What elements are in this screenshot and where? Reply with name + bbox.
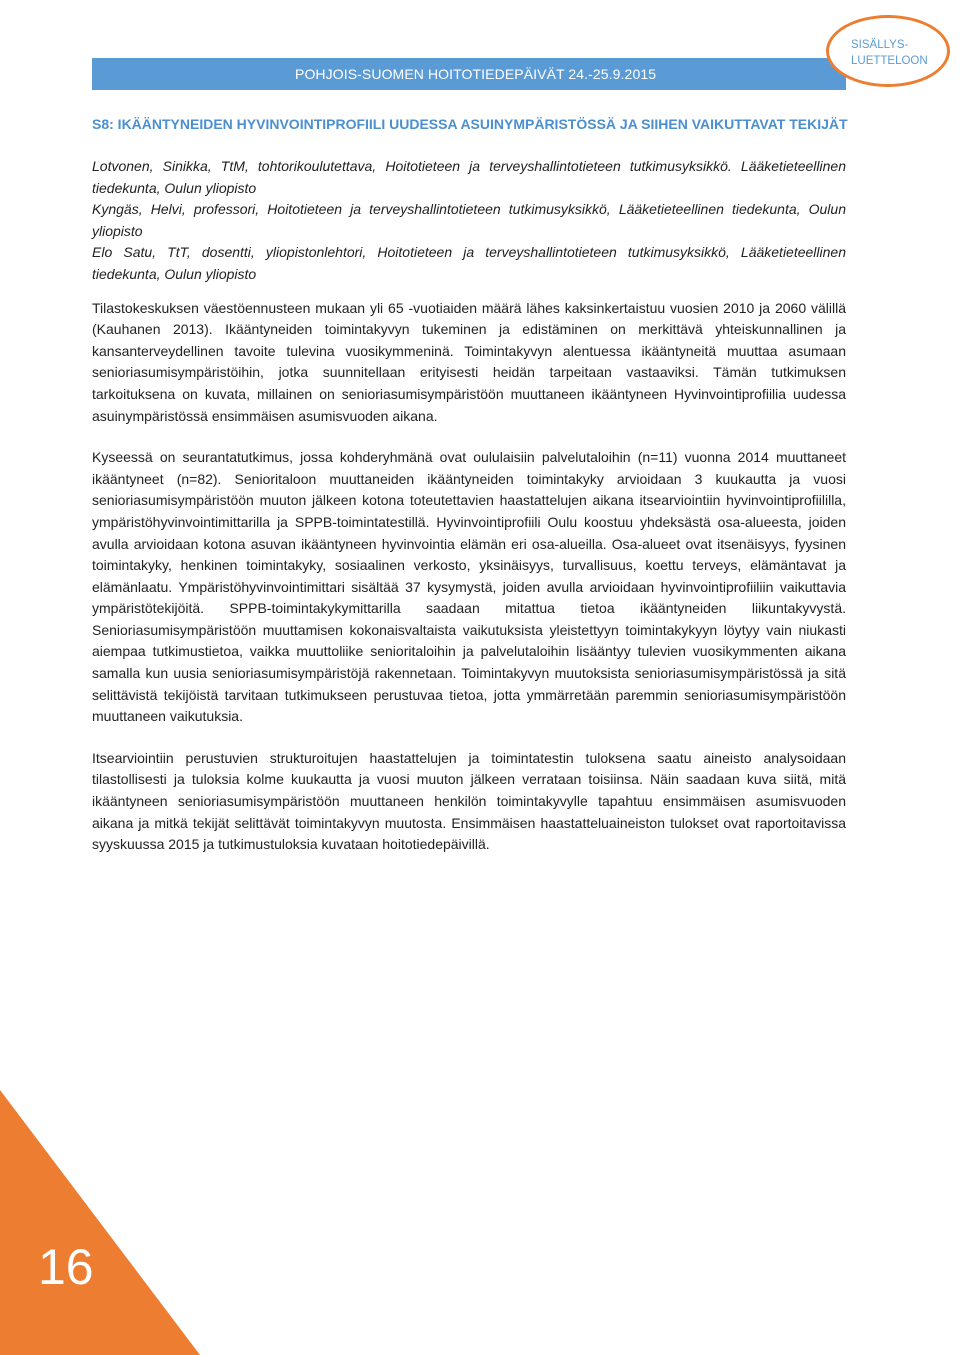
paragraph-analysis: Itsearviointiin perustuvien strukturoitujen haastattelujen ja toimintatestin tuloksena saatu aineisto analysoidaan tilastollisesti ja tuloksia kolme kuukautta ja vuosi muuton jälkeen verrataan toisiinsa. Näin saadaan kuva siitä, mitä ikääntyneen senioriasumisympäristöön muuttaneen henkilön toimintakyvylle tapahtuu ensimmäisen asumisvuoden aikana ja mitkä tekijät selittävät toimintakyvyn muutosta. Ensimmäisen haastatteluaineiston tulokset ovat raportoitavissa syyskuussa 2015 ja tutkimustuloksia kuvataan hoitotiedepäivillä. (92, 749, 846, 853)
main-content (92, 156, 846, 856)
section-title: S8: IKÄÄNTYNEIDEN HYVINVOINTIPROFIILI UUDESSA ASUINYMPÄRISTÖSSÄ JA SIIHEN VAIKUTTAVAT TEKIJÄT (92, 116, 848, 132)
corner-triangle-decoration (0, 1090, 200, 1355)
author-line-3: Elo Satu, TtT, dosentti, yliopistonlehtori, Hoitotieteen ja terveyshallintotieteen tutkimusyksikkö, Lääketieteellinen tiedekunta, Oulun yliopisto (92, 244, 846, 282)
toc-link-label (851, 37, 928, 69)
toc-link-line-1: SISÄLLYS- (851, 39, 909, 51)
event-title: POHJOIS-SUOMEN HOITOTIEDEPÄIVÄT 24.-25.9.2015 (295, 66, 657, 82)
toc-link-line-2: LUETTELOON (851, 55, 928, 67)
toc-link-button[interactable] (826, 15, 950, 87)
author-line-2: Kyngäs, Helvi, professori, Hoitotieteen ja terveyshallintotieteen tutkimusyksikkö, Lääketieteellinen tiedekunta, Oulun yliopisto (92, 201, 846, 239)
header-bar (92, 58, 846, 90)
paragraph-methods: Kyseessä on seurantatutkimus, jossa kohderyhmänä ovat oululaisiin palvelutaloihin (n=11) vuonna 2014 muuttaneet ikääntyneet (n=82). Senioritaloon muuttaneiden ikääntyneiden toimintakyky arvioidaan 3 kuukautta ja vuosi senioriasumisympäristöön muuton jälkeen kotona toteutettavien haastattelujen aikana itsearviointiin hyvinvointiprofiililla, ympäristöhyvinvointimittarilla ja SPPB-toimintatestillä. Hyvinvointiprofiili Oulu koostuu yhdeksästä osa-alueesta, joiden avulla arvioidaan kotona asuvan ikääntyneen hyvinvointia elämän eri osa-alueilla. Osa-alueet ovat itsenäisyys, fyysinen toimintakyky, henkinen toimintakyky, sosiaalinen verkosto, yksinäisyys, turvallisuus, koettu terveys, elämäntavat ja elämänlaatu. Ympäristöhyvinvointimittari sisältää 37 kysymystä, joiden avulla arvioidaan hyvinvointiprofiiliin vaikuttavia ympäristötekijöitä. SPPB-toimintakykymittarilla saadaan mitattua tietoa ikääntyneiden liikuntakyvystä. Senioriasumisympäristöön muuttamisen kokonaisvaltaista vaikutuksista yleistettyyn toimintakykyyn löytyy vain niukasti aiempaa tutkimustietoa, vaikka muuttoliike senioritaloihin ja palvelutaloihin lisääntyy tulevien vuosikymmenten aikana samalla kun uusia senioriasumisympäristöjä rakennetaan. Toimintakyvyn muutoksista senioriasumisympäristössä ja sitä selittävistä tekijöistä tarvitaan tutkimukseen perustuvaa tietoa, jotta ymmärretään paremmin senioriasumisympäristöön muuttaneen vaikutuksia. (92, 449, 846, 725)
paragraph-intro: Tilastokeskuksen väestöennusteen mukaan yli 65 -vuotiaiden määrä lähes kaksinkertaistuu vuosien 2010 ja 2060 välillä (Kauhanen 2013). Ikääntyneiden toimintakyvyn tukeminen ja edistäminen on merkittävä yhteiskunnallinen ja kansanterveydellinen tavoite tulevina vuosikymmeninä. Toimintakyvyn alentuessa ikääntyneitä muuttaa asumaan senioriasumisympäristöihin, jotka suunnitellaan erityisesti heidän tarpeitaan vastaaviksi. Tämän tutkimuksen tarkoituksena on kuvata, millainen on senioriasumisympäristöön muuttaneen ikääntyneen Hyvinvointiprofiilia uudessa asuinympäristössä ensimmäisen asumisvuoden aikana. (92, 299, 846, 424)
author-line-1: Lotvonen, Sinikka, TtM, tohtorikoulutettava, Hoitotieteen ja terveyshallintotieteen tutkimusyksikkö. Lääketieteellinen tiedekunta, Oulun yliopisto (92, 158, 846, 196)
page-number: 16 (38, 1239, 94, 1295)
